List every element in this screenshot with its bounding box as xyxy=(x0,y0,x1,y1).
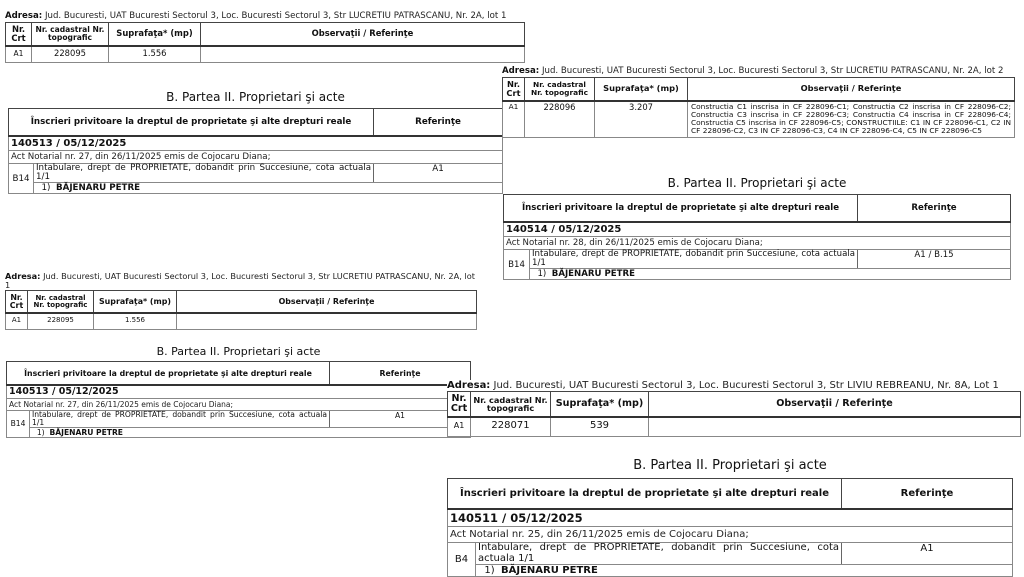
owner-cell xyxy=(476,565,1013,577)
owners-table xyxy=(447,478,1013,577)
col-references: Referinţe xyxy=(842,479,1013,510)
parcel-table-header xyxy=(448,392,1021,418)
excerpt-3-owners-panel xyxy=(6,345,471,438)
owner-index: 1) xyxy=(537,269,547,280)
cell-surface: 539 xyxy=(551,417,649,437)
cell-surface: 1.556 xyxy=(109,46,201,63)
col-observations: Observaţii / Referinţe xyxy=(177,291,477,314)
cell-observations xyxy=(649,417,1021,437)
address-line xyxy=(5,12,525,22)
entry-act-row xyxy=(504,237,1011,250)
col-observations: Observaţii / Referinţe xyxy=(201,22,525,46)
section-title: B. Partea II. Proprietari şi acte xyxy=(667,176,847,190)
entry-detail-row xyxy=(9,164,503,183)
owners-table-header xyxy=(7,362,471,386)
owner-row xyxy=(448,565,1013,577)
entry-number-row xyxy=(9,136,503,151)
parcel-table-header xyxy=(6,22,525,46)
col-references: Referinţe xyxy=(330,362,471,386)
address-line xyxy=(5,272,480,290)
cell-observations xyxy=(201,46,525,63)
col-nr-crt: Nr. Crt xyxy=(6,22,32,46)
owners-table-header xyxy=(448,479,1013,510)
table-row xyxy=(448,417,1021,437)
excerpt-3-parcel-panel xyxy=(5,272,480,330)
address-text: Jud. Bucuresti, UAT Bucuresti Sectorul 3, Loc. Bucuresti Sectorul 3, Str LUCRETIU PATRASCANU, Nr. 2A, lot 1 xyxy=(5,271,475,291)
col-nr-crt: Nr. Crt xyxy=(448,392,471,418)
col-cadastral: Nr. cadastral Nr. topografic xyxy=(471,392,551,418)
cell-nr-crt: A1 xyxy=(503,101,525,138)
parcel-table-header xyxy=(6,291,477,314)
col-observations: Observaţii / Referinţe xyxy=(688,77,1015,101)
cell-surface: 3.207 xyxy=(595,101,688,138)
cell-nr-crt: A1 xyxy=(6,313,28,330)
col-surface: Suprafaţa* (mp) xyxy=(94,291,177,314)
table-row xyxy=(6,313,477,330)
owner-name: BĂJENARU PETRE xyxy=(500,565,598,576)
entry-detail-row xyxy=(7,411,471,428)
entry-description: Intabulare, drept de PROPRIETATE, dobandit prin Succesiune, cota actuala 1/1 xyxy=(34,164,374,183)
col-nr-crt: Nr. Crt xyxy=(6,291,28,314)
col-references: Referinţe xyxy=(858,195,1011,223)
col-nr-crt: Nr. Crt xyxy=(503,77,525,101)
excerpt-2-owners-panel xyxy=(503,176,1011,280)
entry-reference: A1 / B.15 xyxy=(858,250,1011,269)
excerpt-1-parcel-panel xyxy=(5,12,530,63)
owner-cell xyxy=(34,183,503,194)
parcel-table xyxy=(5,22,525,63)
col-inscriptions: Înscrieri privitoare la dreptul de proprietate şi alte drepturi reale xyxy=(7,362,330,386)
owner-index: 1) xyxy=(484,565,495,576)
address-text: Jud. Bucuresti, UAT Bucuresti Sectorul 3, Loc. Bucuresti Sectorul 3, Str LIVIU REBREANU, Nr. 8A, Lot 1 xyxy=(493,380,999,391)
section-title: B. Partea II. Proprietari şi acte xyxy=(156,345,321,358)
excerpt-4-parcel-panel xyxy=(447,380,1024,437)
owner-cell xyxy=(30,427,471,437)
cell-nr-crt: A1 xyxy=(448,417,471,437)
address-label: Adresa: xyxy=(447,380,491,391)
col-surface: Suprafaţa* (mp) xyxy=(109,22,201,46)
address-label: Adresa: xyxy=(5,11,43,21)
owner-index: 1) xyxy=(36,427,45,437)
entry-code: B14 xyxy=(7,411,30,438)
entry-number: 140513 / 05/12/2025 xyxy=(9,136,503,151)
owner-row xyxy=(7,427,471,437)
owner-row xyxy=(504,269,1011,280)
excerpt-2-parcel-panel xyxy=(502,67,1022,138)
excerpt-1-owners-panel xyxy=(8,90,503,194)
entry-number: 140511 / 05/12/2025 xyxy=(448,509,1013,527)
address-label: Adresa: xyxy=(502,66,540,76)
table-row xyxy=(6,46,525,63)
entry-act-row xyxy=(9,151,503,164)
entry-code: B14 xyxy=(504,250,530,280)
col-inscriptions: Înscrieri privitoare la dreptul de proprietate şi alte drepturi reale xyxy=(9,109,374,137)
entry-reference: A1 xyxy=(330,411,471,428)
entry-reference: A1 xyxy=(842,543,1013,565)
col-cadastral: Nr. cadastral Nr. topografic xyxy=(28,291,94,314)
col-cadastral: Nr. cadastral Nr. topografic xyxy=(32,22,109,46)
owners-table xyxy=(6,361,471,438)
owner-row xyxy=(9,183,503,194)
parcel-table xyxy=(502,77,1015,138)
col-inscriptions: Înscrieri privitoare la dreptul de proprietate şi alte drepturi reale xyxy=(448,479,842,510)
cell-cadastral: 228095 xyxy=(32,46,109,63)
cell-surface: 1.556 xyxy=(94,313,177,330)
address-line xyxy=(447,380,1024,391)
entry-description: Intabulare, drept de PROPRIETATE, dobandit prin Succesiune, cota actuala 1/1 xyxy=(530,250,858,269)
entry-detail-row xyxy=(448,543,1013,565)
address-text: Jud. Bucuresti, UAT Bucuresti Sectorul 3, Loc. Bucuresti Sectorul 3, Str LUCRETIU PATRASCANU, Nr. 2A, lot 1 xyxy=(44,11,507,21)
excerpt-4-owners-panel xyxy=(447,458,1013,577)
owners-table xyxy=(8,108,503,194)
cell-cadastral: 228071 xyxy=(471,417,551,437)
cell-cadastral: 228096 xyxy=(525,101,595,138)
owner-cell xyxy=(530,269,1011,280)
cell-observations: Constructia C1 inscrisa in CF 228096-C1; Constructia C2 inscrisa in CF 228096-C2; Constructia C3 inscrisa in CF 228096-C3; Constructia C4 inscrisa in CF 228096-C4; Constructia C5 inscrisa in CF 228096-C5; CONSTRUCTIILE: C1 IN CF 228096-C1, C2 IN CF 228096-C2, C3 IN CF 228096-C3, C4 IN CF 228096-C4, C5 IN CF 228096-C5 xyxy=(688,101,1015,138)
entry-act: Act Notarial nr. 25, din 26/11/2025 emis de Cojocaru Diana; xyxy=(448,527,1013,543)
owners-table-header xyxy=(504,195,1011,223)
entry-act-row xyxy=(7,399,471,411)
entry-number-row xyxy=(448,509,1013,527)
entry-act: Act Notarial nr. 28, din 26/11/2025 emis de Cojocaru Diana; xyxy=(504,237,1011,250)
entry-number: 140513 / 05/12/2025 xyxy=(7,385,471,399)
owners-table-header xyxy=(9,109,503,137)
owners-table xyxy=(503,194,1011,280)
entry-number: 140514 / 05/12/2025 xyxy=(504,222,1011,237)
entry-detail-row xyxy=(504,250,1011,269)
entry-code: B4 xyxy=(448,543,476,577)
col-inscriptions: Înscrieri privitoare la dreptul de proprietate şi alte drepturi reale xyxy=(504,195,858,223)
entry-reference: A1 xyxy=(374,164,503,183)
col-observations: Observaţii / Referinţe xyxy=(649,392,1021,418)
address-line xyxy=(502,67,1022,77)
col-cadastral: Nr. cadastral Nr. topografic xyxy=(525,77,595,101)
owner-name: BĂJENARU PETRE xyxy=(551,269,635,280)
col-references: Referinţe xyxy=(374,109,503,137)
section-title: B. Partea II. Proprietari şi acte xyxy=(633,458,827,473)
entry-act-row xyxy=(448,527,1013,543)
entry-number-row xyxy=(504,222,1011,237)
entry-number-row xyxy=(7,385,471,399)
cell-observations xyxy=(177,313,477,330)
section-title: B. Partea II. Proprietari şi acte xyxy=(166,90,345,104)
parcel-table-header xyxy=(503,77,1015,101)
owner-index: 1) xyxy=(41,183,51,194)
address-text: Jud. Bucuresti, UAT Bucuresti Sectorul 3, Loc. Bucuresti Sectorul 3, Str LUCRETIU PATRASCANU, Nr. 2A, lot 2 xyxy=(541,66,1004,76)
parcel-table xyxy=(447,391,1021,437)
entry-description: Intabulare, drept de PROPRIETATE, dobandit prin Succesiune, cota actuala 1/1 xyxy=(476,543,842,565)
entry-code: B14 xyxy=(9,164,34,194)
cell-cadastral: 228095 xyxy=(28,313,94,330)
table-row xyxy=(503,101,1015,138)
entry-description: Intabulare, drept de PROPRIETATE, dobandit prin Succesiune, cota actuala 1/1 xyxy=(30,411,330,428)
col-surface: Suprafaţa* (mp) xyxy=(595,77,688,101)
owner-name: BĂJENARU PETRE xyxy=(55,183,141,194)
parcel-table xyxy=(5,290,477,330)
entry-act: Act Notarial nr. 27, din 26/11/2025 emis de Cojocaru Diana; xyxy=(9,151,503,164)
col-surface: Suprafaţa* (mp) xyxy=(551,392,649,418)
owner-name: BĂJENARU PETRE xyxy=(49,427,123,437)
entry-act: Act Notarial nr. 27, din 26/11/2025 emis de Cojocaru Diana; xyxy=(7,399,471,411)
address-label: Adresa: xyxy=(5,271,41,281)
cell-nr-crt: A1 xyxy=(6,46,32,63)
